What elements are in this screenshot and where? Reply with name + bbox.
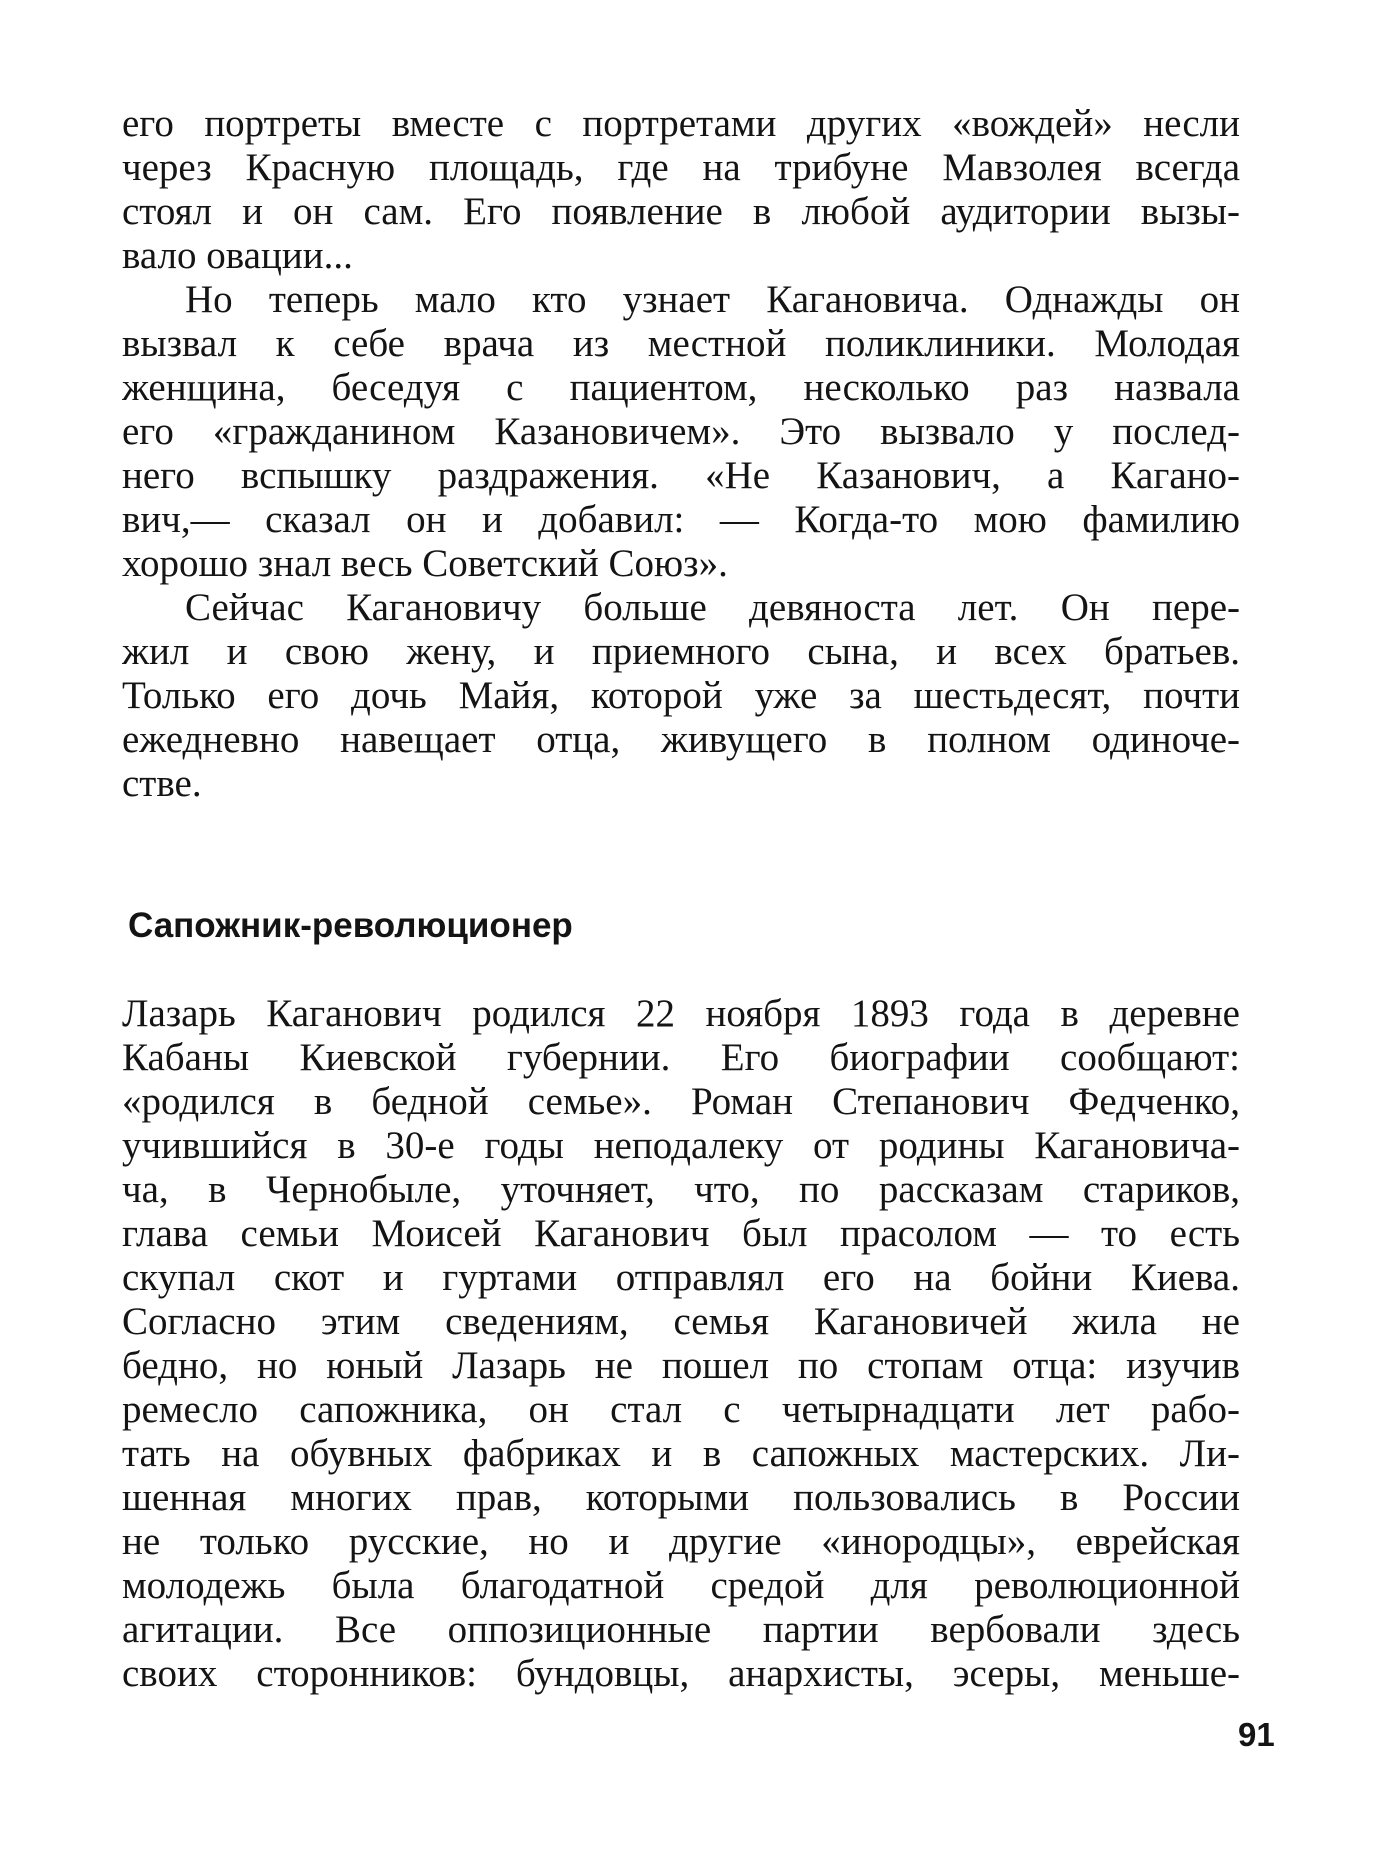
text-line: скупал скот и гуртами отправлял его на бойни Киева. <box>122 1256 1240 1299</box>
text-line: стоял и он сам. Его появление в любой аудитории вызы- <box>122 190 1240 233</box>
text-line: вало овации... <box>122 234 353 277</box>
text-line: агитации. Все оппозиционные партии вербовали здесь <box>122 1608 1240 1651</box>
text-line: его «гражданином Казановичем». Это вызвало у послед- <box>122 410 1240 453</box>
text-line: тать на обувных фабриках и в сапожных мастерских. Ли- <box>122 1432 1240 1475</box>
page-number: 91 <box>1238 1716 1275 1753</box>
text-line: бедно, но юный Лазарь не пошел по стопам отца: изучив <box>122 1344 1240 1387</box>
text-line: его портреты вместе с портретами других «вождей» несли <box>122 102 1240 145</box>
text-line: Но теперь мало кто узнает Кагановича. Однажды он <box>185 278 1240 321</box>
text-line: женщина, беседуя с пациентом, несколько раз назвала <box>122 366 1240 409</box>
text-line: хорошо знал весь Советский Союз». <box>122 542 728 585</box>
text-line: своих сторонников: бундовцы, анархисты, эсеры, меньше- <box>122 1652 1240 1695</box>
text-line: вич,— сказал он и добавил: — Когда-то мою фамилию <box>122 498 1240 541</box>
text-line: стве. <box>122 762 202 805</box>
text-line: ча, в Чернобыле, уточняет, что, по рассказам стариков, <box>122 1168 1240 1211</box>
text-line: него вспышку раздражения. «Не Казанович, а Кагано- <box>122 454 1240 497</box>
text-line: «родился в бедной семье». Роман Степанович Федченко, <box>122 1080 1240 1123</box>
text-line: Только его дочь Майя, которой уже за шестьдесят, почти <box>122 674 1240 717</box>
text-line: не только русские, но и другие «инородцы», еврейская <box>122 1520 1240 1563</box>
text-line: ежедневно навещает отца, живущего в полном одиноче- <box>122 718 1240 761</box>
text-line: жил и свою жену, и приемного сына, и всех братьев. <box>122 630 1240 673</box>
text-line: вызвал к себе врача из местной поликлиники. Молодая <box>122 322 1240 365</box>
section-heading: Сапожник-революционер <box>128 906 573 945</box>
text-line: Лазарь Каганович родился 22 ноября 1893 года в деревне <box>122 992 1240 1035</box>
text-line: через Красную площадь, где на трибуне Мавзолея всегда <box>122 146 1240 189</box>
text-line: Сейчас Кагановичу больше девяноста лет. Он пере- <box>185 586 1240 629</box>
text-line: молодежь была благодатной средой для революционной <box>122 1564 1240 1607</box>
section-text-block <box>122 992 1240 1696</box>
text-line: учившийся в 30-е годы неподалеку от родины Кагановича- <box>122 1124 1240 1167</box>
top-text-block <box>122 102 1240 806</box>
text-line: ремесло сапожника, он стал с четырнадцати лет рабо- <box>122 1388 1240 1431</box>
text-line: Согласно этим сведениям, семья Кагановичей жила не <box>122 1300 1240 1343</box>
text-line: Кабаны Киевской губернии. Его биографии сообщают: <box>122 1036 1240 1079</box>
text-line: глава семьи Моисей Каганович был прасолом — то есть <box>122 1212 1240 1255</box>
text-line: шенная многих прав, которыми пользовались в России <box>122 1476 1240 1519</box>
